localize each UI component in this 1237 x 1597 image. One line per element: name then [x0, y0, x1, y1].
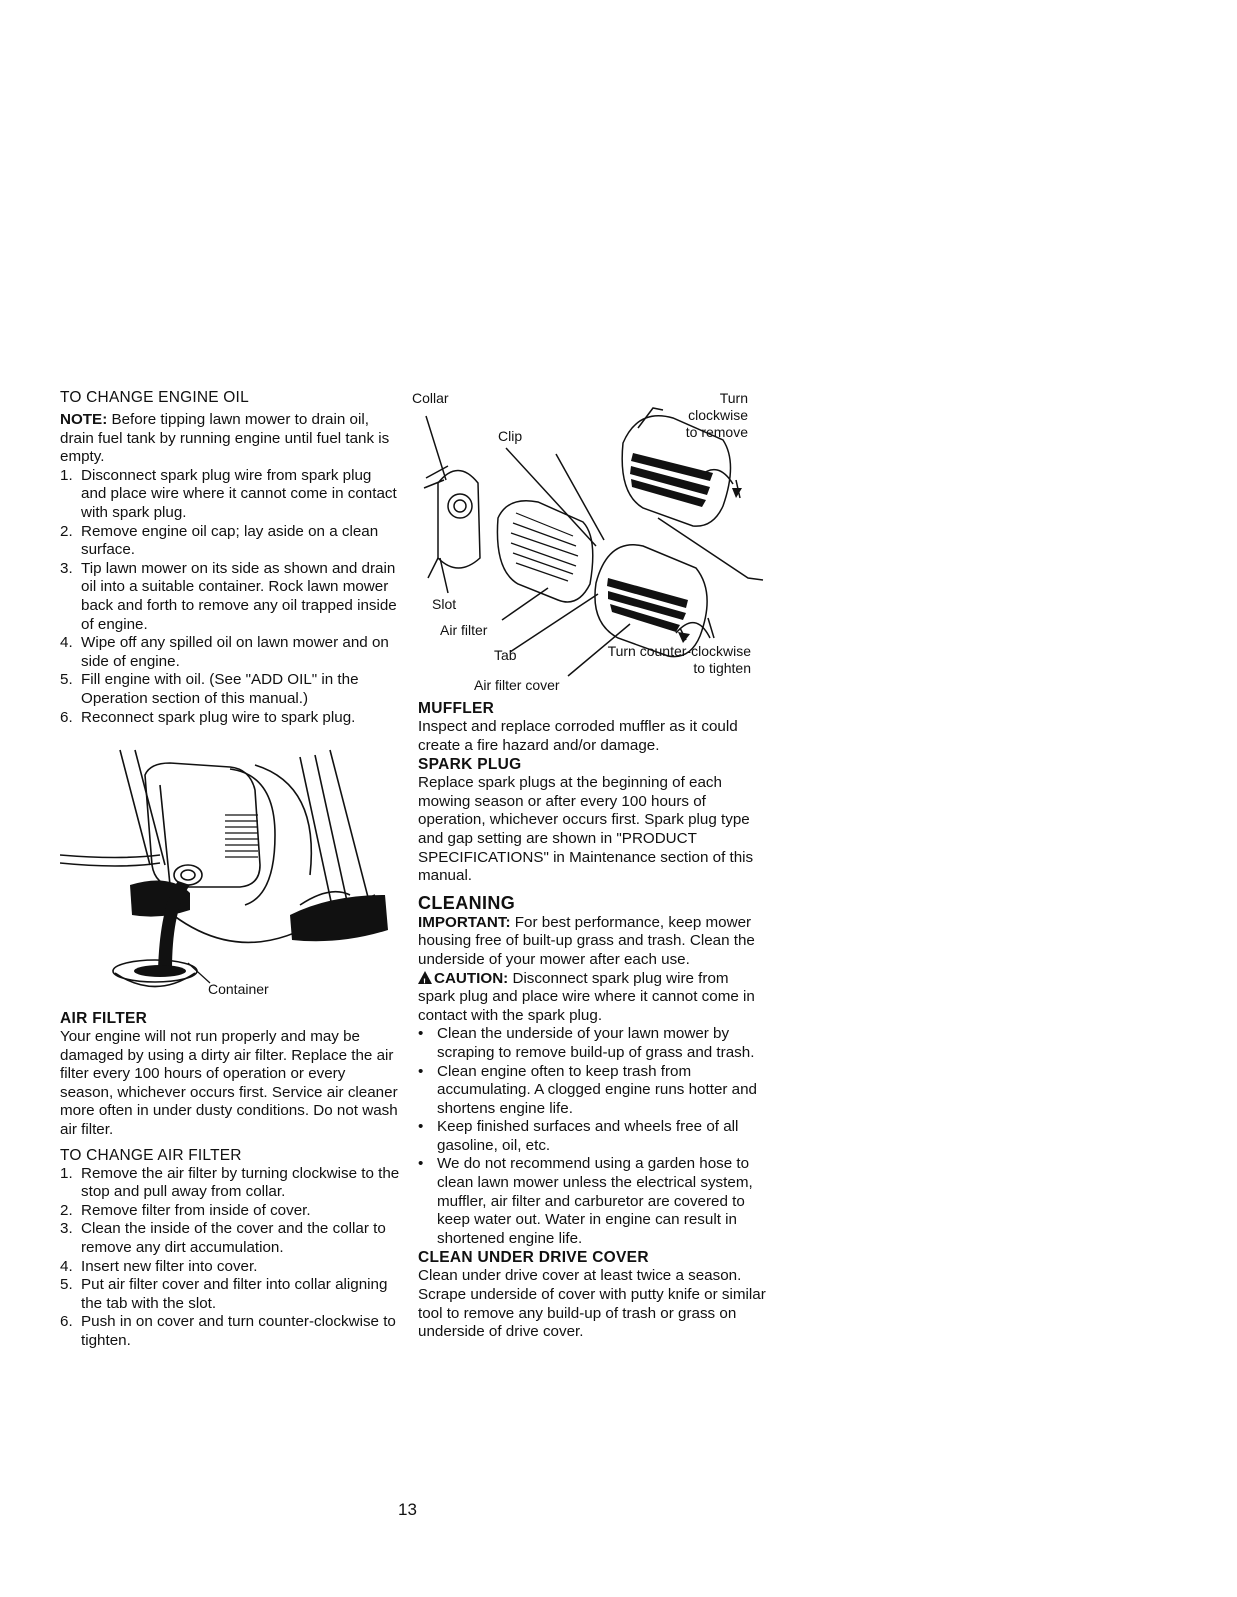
oil-note — [60, 411, 400, 467]
important-label: IMPORTANT: — [418, 913, 511, 931]
air-filter-illustration — [412, 388, 768, 693]
list-item: 6. Reconnect spark plug wire to spark plug. — [60, 708, 356, 726]
spark-plug-text: Replace spark plugs at the beginning of each mowing season or after every 100 hours of operation, whichever occurs first. Spark plug type and gap setting are shown in "PRODUCT SPECIFICATIONS" in Maintenance section of this manual. — [418, 774, 754, 885]
cleaning-title: CLEANING — [418, 892, 516, 913]
right-column — [412, 388, 768, 1342]
muffler-text: Inspect and replace corroded muffler as it could create a fire hazard and/or damage. — [418, 718, 738, 754]
air-filter-cover-caption: Air filter cover — [474, 677, 560, 693]
air-filter-title: AIR FILTER — [60, 1010, 148, 1028]
list-item: 5. Put air filter cover and filter into collar aligning the tab with the slot. — [60, 1276, 388, 1312]
air-filter-caption: Air filter — [440, 622, 488, 638]
note-label: NOTE: — [60, 411, 108, 428]
list-item: 3. Tip lawn mower on its side as shown and drain oil into a suitable container. Rock lawn mower back and forth to remove any oil trapped inside of engine. — [60, 559, 397, 633]
list-item: 1. Remove the air filter by turning clockwise to the stop and pull away from collar. — [60, 1164, 400, 1201]
oil-section-title: TO CHANGE ENGINE OIL — [60, 389, 249, 406]
drive-cover-text: Clean under drive cover at least twice a season. Scrape underside of cover with putty knife or similar tool to remove any build-up of trash or grass on underside of drive cover. — [418, 1267, 766, 1341]
caution-label: CAUTION: — [434, 969, 509, 987]
oil-drain-illustration — [60, 745, 400, 1003]
warning-triangle-icon — [418, 971, 432, 984]
bullet-icon: • — [418, 1062, 424, 1080]
page-number: 13 — [398, 1500, 417, 1519]
muffler-title: MUFFLER — [418, 700, 495, 717]
container-caption: Container — [208, 981, 269, 998]
clip-caption: Clip — [498, 428, 523, 444]
note-text: Before tipping lawn mower to drain oil, drain fuel tank by running engine until fuel tank is empty. — [60, 411, 390, 466]
air-filter-text: Your engine will not run properly and may be damaged by using a dirty air filter. Replace the air filter every 100 hours of operation or every season, whichever occurs first. Service air cleaner more often in under dusty conditions. Do not wash air filter. — [60, 1028, 398, 1139]
list-item: • We do not recommend using a garden hose to clean lawn mower unless the electrical system, muffler, air filter and carburetor are covered to keep water out. Water in engine can result in shortened engine life. — [418, 1155, 753, 1247]
bullet-icon: • — [418, 1155, 424, 1173]
tab-caption: Tab — [494, 647, 517, 663]
left-column — [60, 388, 400, 1351]
list-item: 4. Wipe off any spilled oil on lawn mower and on side of engine. — [60, 634, 389, 670]
slot-caption: Slot — [432, 596, 457, 612]
oil-steps-list — [60, 467, 400, 727]
list-item: • Clean the underside of your lawn mower by scraping to remove build-up of grass and trash. — [418, 1025, 755, 1061]
change-filter-title: TO CHANGE AIR FILTER — [60, 1146, 242, 1164]
collar-caption: Collar — [412, 390, 449, 406]
cleaning-bullets — [418, 1025, 768, 1248]
list-item: 2. Remove filter from inside of cover. — [60, 1201, 311, 1219]
important-text: For best performance, keep mower housing free of built-up grass and trash. Clean the underside of your mower after each use. — [418, 913, 755, 968]
list-item: 5. Fill engine with oil. (See "ADD OIL" in the Operation section of this manual.) — [60, 671, 359, 707]
list-item: 2. Remove engine oil cap; lay aside on a clean surface. — [60, 522, 379, 559]
bullet-icon: • — [418, 1118, 424, 1136]
list-item: • Keep finished surfaces and wheels free of all gasoline, oil, etc. — [418, 1118, 739, 1154]
bullet-icon: • — [418, 1025, 424, 1043]
list-item: 3. Clean the inside of the cover and the collar to remove any dirt accumulation. — [60, 1220, 386, 1257]
important-note — [418, 914, 768, 970]
list-item: 6. Push in on cover and turn counter-clockwise to tighten. — [60, 1313, 396, 1349]
drive-cover-title: CLEAN UNDER DRIVE COVER — [418, 1249, 649, 1267]
caution-text: Disconnect spark plug wire from spark plug and place wire where it cannot come in contact with the spark plug. — [418, 969, 755, 1024]
spark-plug-title: SPARK PLUG — [418, 756, 522, 774]
list-item: • Clean engine often to keep trash from accumulating. A clogged engine runs hotter and shortens engine life. — [418, 1062, 758, 1117]
turn-counterclockwise-caption: Turn counter-clockwise to tighten — [607, 643, 751, 676]
oil-drain-drawing — [60, 745, 400, 1003]
filter-steps-list — [60, 1165, 400, 1351]
turn-clockwise-caption: Turn clockwise to remove — [685, 390, 748, 440]
list-item: 1. Disconnect spark plug wire from spark plug and place wire where it cannot come in contact with spark plug. — [60, 466, 397, 521]
caution-note — [418, 970, 768, 1026]
list-item: 4. Insert new filter into cover. — [60, 1257, 258, 1275]
